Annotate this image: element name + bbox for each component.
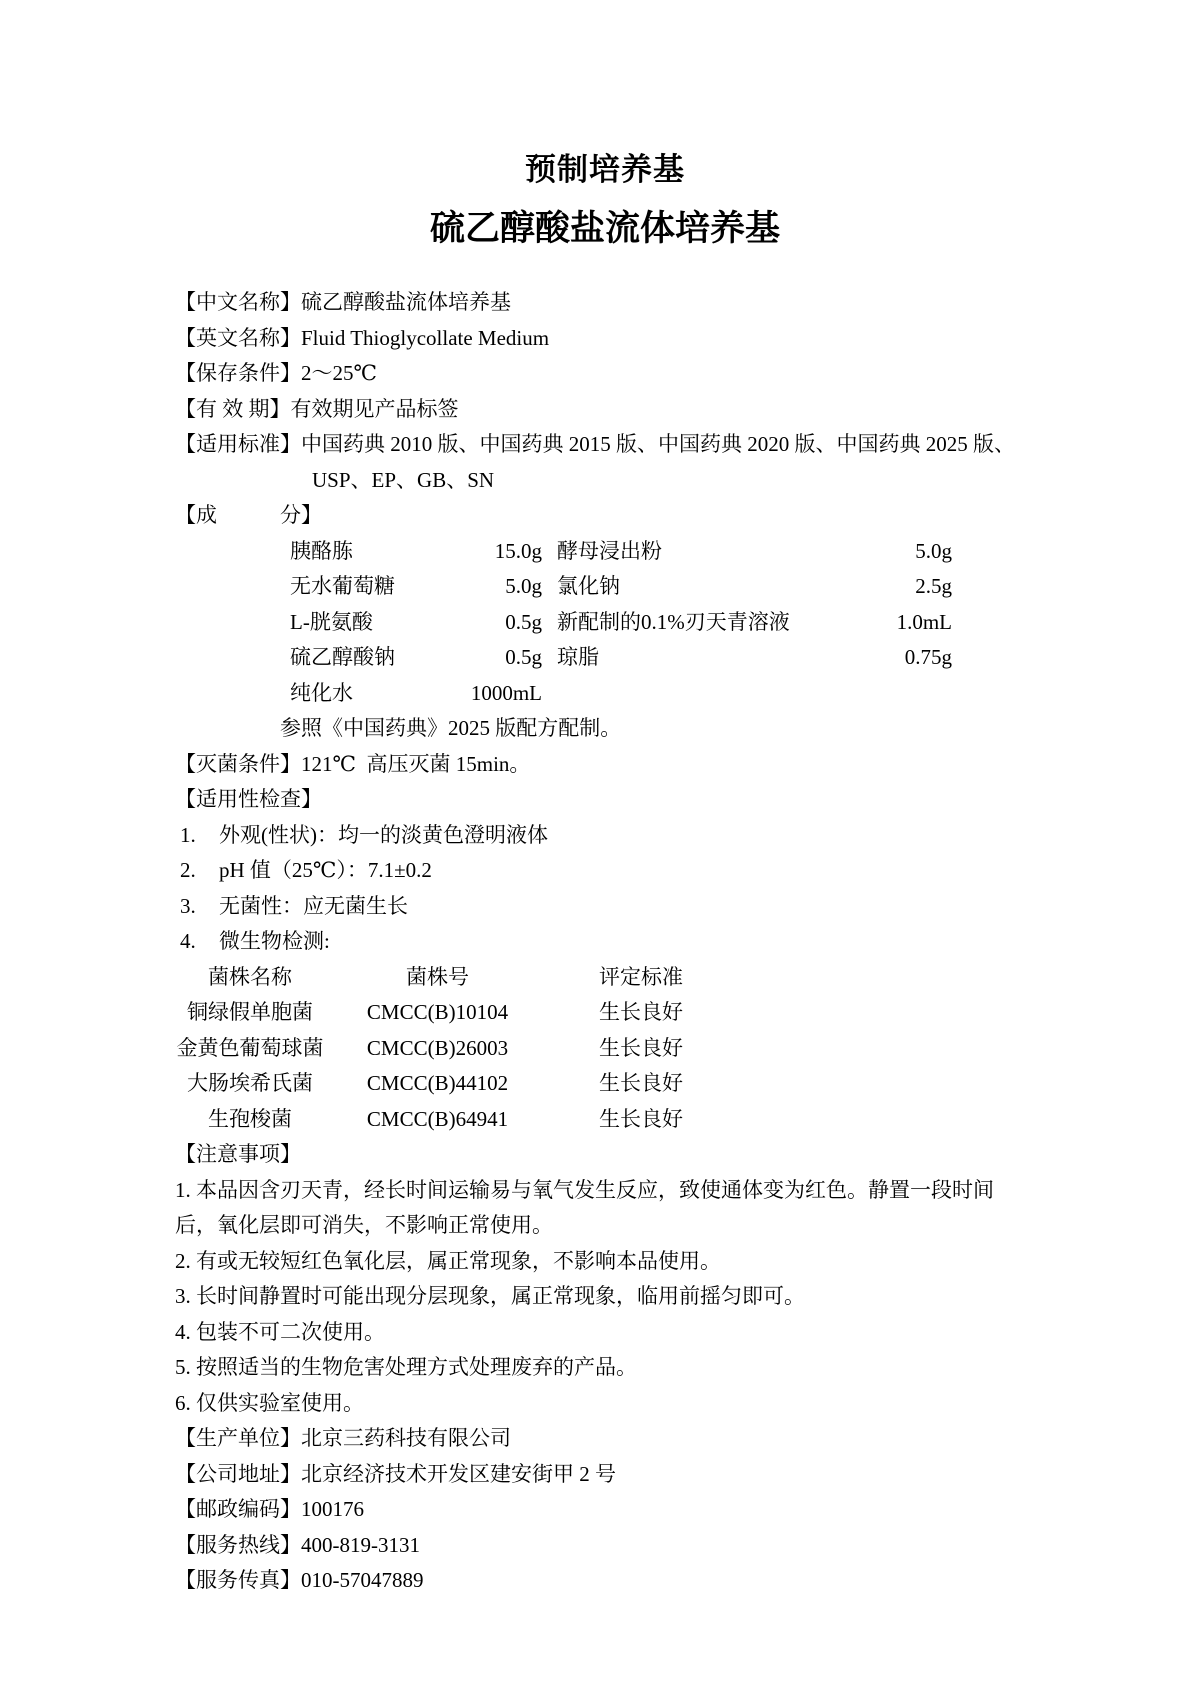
strain-name-cell: 铜绿假单胞菌 [187,1000,313,1024]
field-value: Fluid Thioglycollate Medium [301,325,550,350]
note-item [175,1350,1035,1386]
spacer [175,605,290,641]
ingredient-amount: 0.5g [505,645,542,669]
field-value: 010-57047889 [301,1568,424,1592]
strain-header-cell: 评定标准 [599,964,683,989]
note-item [175,1315,1035,1351]
strain-id-cell: CMCC(B)64941 [366,1106,509,1131]
field-value: 有效期见产品标签 [290,396,459,421]
list-number: 3. [180,893,196,918]
note-number: 3. [175,1284,191,1308]
field-label: 【有 效 期】 [175,396,291,421]
composition-row [175,676,1035,712]
ingredient-name: L-胱氨酸 [290,609,373,634]
field-value: 硫乙醇酸盐流体培养基 [301,290,511,314]
composition-row [175,640,1035,676]
spacer [175,569,290,605]
document-body [175,285,1035,1599]
note-text: 按照适当的生物危害处理方式处理废弃的产品。 [196,1355,637,1379]
spacer [542,605,557,641]
ingredient-name: 无水葡萄糖 [290,574,395,598]
field-label: 【保存条件】 [175,361,301,385]
field-label: 【邮政编码】 [175,1497,301,1521]
note-item [175,1279,1035,1315]
field-fax [175,1563,1035,1599]
strain-id-cell: CMCC(B)26003 [366,1035,509,1060]
strain-id-cell: CMCC(B)44102 [366,1071,509,1095]
ingredient-amount: 5.0g [915,538,952,563]
spacer [542,640,557,676]
field-storage [175,356,1035,392]
list-number: 2. [180,858,196,882]
field-label: 【服务热线】 [175,1532,301,1557]
spacer [542,676,557,712]
field-value: 121℃ 高压灭菌 15min。 [301,751,531,776]
note-item [175,1173,1035,1244]
composition-row [175,534,1035,570]
field-label: 【公司地址】 [175,1461,301,1486]
field-label: 【中文名称】 [175,290,301,314]
note-text: 有或无较短红色氧化层，属正常现象，不影响本品使用。 [196,1248,721,1273]
strain-id-cell: CMCC(B)10104 [366,1000,509,1024]
suitability-item [175,889,1035,925]
field-value: 100176 [301,1497,364,1521]
ingredient-name: 氯化钠 [557,574,620,598]
note-number: 2. [175,1248,191,1273]
notes-section-label: 【注意事项】 [175,1142,301,1166]
note-item [175,1386,1035,1422]
note-text: 仅供实验室使用。 [196,1390,364,1415]
spacer [542,569,557,605]
strain-table-header [175,960,1035,996]
field-validity [175,392,1035,428]
suitability-item [175,924,1035,960]
strain-result-cell: 生长良好 [599,1071,683,1095]
note-number: 5. [175,1355,191,1379]
strain-result-cell: 生长良好 [599,1106,683,1131]
ingredient-name [557,676,857,712]
field-value: 中国药典 2010 版、中国药典 2015 版、中国药典 2020 版、中国药典 2025 版、 [301,432,1015,456]
ingredient-amount [857,676,952,712]
composition-row [175,569,1035,605]
strain-header-cell: 菌株号 [406,964,469,989]
ingredient-name: 硫乙醇酸钠 [290,645,395,669]
field-value: 北京经济技术开发区建安街甲 2 号 [301,1461,616,1486]
field-value: 北京三药科技有限公司 [301,1426,511,1450]
ingredient-amount: 0.5g [505,609,542,634]
field-standards-line2: USP、EP、GB、SN [312,467,495,492]
field-hotline [175,1528,1035,1564]
field-address [175,1457,1035,1493]
list-number: 1. [180,822,196,847]
ingredient-name: 新配制的0.1%刃天青溶液 [557,609,790,634]
composition-section-label: 【成 分】 [175,503,322,527]
ingredient-amount: 1.0mL [896,609,952,634]
spacer [175,534,290,570]
suitability-section-label: 【适用性检查】 [175,787,322,811]
ingredient-amount: 2.5g [915,574,952,598]
ingredient-amount: 15.0g [494,538,542,563]
document-subtitle: 硫乙醇酸盐流体培养基 [429,209,780,248]
suitability-item [175,818,1035,854]
ingredient-amount: 0.75g [904,645,952,669]
ingredient-name: 纯化水 [290,680,353,705]
strain-name-cell: 大肠埃希氏菌 [187,1071,313,1095]
ingredient-amount: 5.0g [505,574,542,598]
field-cn-name [175,285,1035,321]
field-label: 【灭菌条件】 [175,751,301,776]
ingredient-name: 胰酪胨 [290,538,353,563]
field-label: 【英文名称】 [175,325,301,350]
spacer [175,640,290,676]
list-text: 外观(性状)：均一的淡黄色澄明液体 [219,822,548,847]
spacer [175,676,290,712]
suitability-item [175,853,1035,889]
composition-note: 参照《中国药典》2025 版配方配制。 [280,716,622,740]
list-text: 微生物检测: [219,929,330,953]
field-standards [175,427,1035,463]
list-text: 无菌性：应无菌生长 [219,893,408,918]
strain-table-row [175,1102,1035,1138]
strain-table-row [175,1031,1035,1067]
note-item [175,1244,1035,1280]
strain-table-row [175,1066,1035,1102]
strain-table-row [175,995,1035,1031]
field-postcode [175,1492,1035,1528]
ingredient-amount: 1000mL [470,680,542,705]
note-number: 1. [175,1177,191,1202]
composition-row [175,605,1035,641]
field-en-name [175,321,1035,357]
document-title: 预制培养基 [525,152,685,187]
strain-name-cell: 金黄色葡萄球菌 [176,1035,324,1060]
field-label: 【适用标准】 [175,432,301,456]
ingredient-name: 酵母浸出粉 [557,538,662,563]
strain-header-cell: 菌株名称 [208,964,292,989]
note-text: 本品因含刃天青，经长时间运输易与氧气发生反应，致使通体变为红色。静置一段时间后，氧化层即可消失，不影响正常使用。 [175,1177,994,1237]
strain-result-cell: 生长良好 [599,1035,683,1060]
strain-result-cell: 生长良好 [599,1000,683,1024]
field-label: 【生产单位】 [175,1426,301,1450]
list-text: pH 值（25℃）：7.1±0.2 [219,858,432,882]
note-number: 4. [175,1319,191,1344]
field-value: 400-819-3131 [301,1532,420,1557]
field-value: 2～25℃ [301,361,377,385]
note-number: 6. [175,1390,191,1415]
field-sterilization [175,747,1035,783]
list-number: 4. [180,929,196,953]
strain-name-cell: 生孢梭菌 [208,1106,292,1131]
field-producer [175,1421,1035,1457]
note-text: 包装不可二次使用。 [196,1319,385,1344]
field-label: 【服务传真】 [175,1568,301,1592]
note-text: 长时间静置时可能出现分层现象，属正常现象，临用前摇匀即可。 [196,1284,805,1308]
spacer [542,534,557,570]
ingredient-name: 琼脂 [557,645,599,669]
